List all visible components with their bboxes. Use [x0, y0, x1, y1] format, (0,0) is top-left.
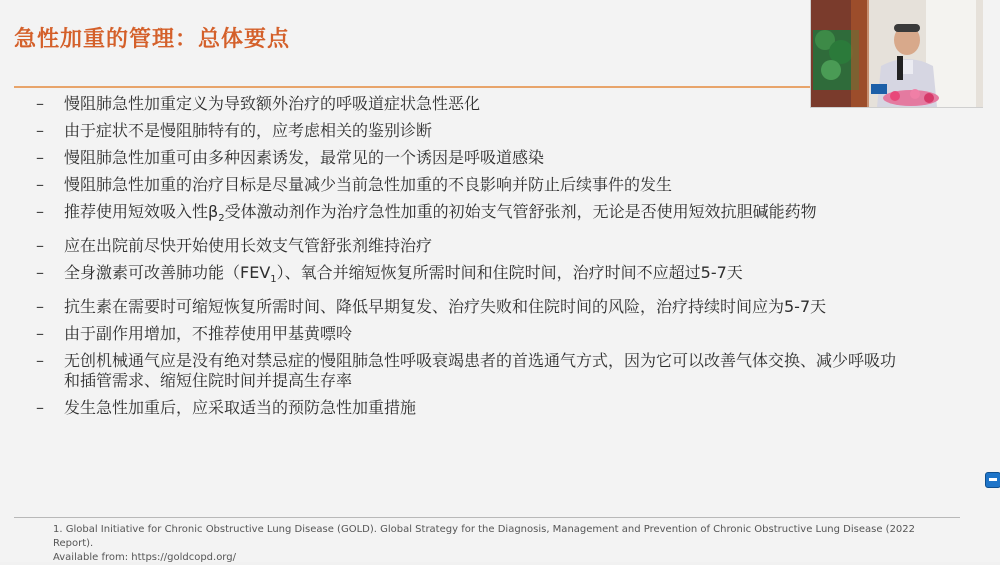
- speaker-image: [811, 0, 983, 107]
- bullet-item: – 慢阻肺急性加重的治疗目标是尽量减少当前急性加重的不良影响并防止后续事件的发生: [36, 175, 673, 194]
- bullet-item: – 慢阻肺急性加重定义为导致额外治疗的呼吸道症状急性恶化: [36, 94, 481, 113]
- bullet-item: – 应在出院前尽快开始使用长效支气管舒张剂维持治疗: [36, 236, 433, 256]
- footnote-divider: [14, 517, 960, 518]
- speaker-video: [810, 0, 983, 108]
- bullet-list: [36, 94, 896, 425]
- bullet-item: – 无创机械通气应是没有绝对禁忌症的慢阻肺急性呼吸衰竭患者的首选通气方式，因为它可以改善气体交换、减少呼吸功和插管需求、缩短住院时间并提高生存率: [36, 351, 897, 391]
- bullet-item: – 全身激素可改善肺功能$(FEV_1)$、氧合并缩短恢复所需时间和住院时间，治疗时间不应超过5-7天: [36, 263, 743, 286]
- bullet-item: – 抗生素在需要时可缩短恢复所需时间、降低早期复发、治疗失败和住院时间的风险，治疗持续时间应为5-7天: [36, 297, 827, 317]
- title-divider: [14, 86, 810, 88]
- bullet-item: – 发生急性加重后，应采取适当的预防急性加重措施: [36, 398, 417, 418]
- bullet-item: – 慢阻肺急性加重可由多种因素诱发，最常见的一个诱因是呼吸道感染: [36, 148, 545, 167]
- bullet-item: – 由于副作用增加，不推荐使用甲基黄嘌呤: [36, 324, 353, 344]
- footnote-line: Available from: https://goldcopd.org/: [53, 552, 236, 563]
- footnote-line: 1. Global Initiative for Chronic Obstructive Lung Disease (GOLD). Global Strategy for the Diagnosis, Management and Prevention of Chronic Obstructive Lung Disease (2022 Report).: [53, 524, 916, 549]
- footnote: [53, 523, 953, 565]
- bullet-item: – 由于症状不是慢阻肺特有的，应考虑相关的鉴别诊断: [36, 121, 433, 140]
- toolbar-icon[interactable]: [985, 472, 1000, 488]
- bullet-item: – 推荐使用短效吸入性$\beta_2$受体激动剂作为治疗急性加重的初始支气管舒张剂，无论是否使用短效抗胆碱能药物: [36, 202, 817, 225]
- slide-title: 急性加重的管理：总体要点: [14, 27, 291, 52]
